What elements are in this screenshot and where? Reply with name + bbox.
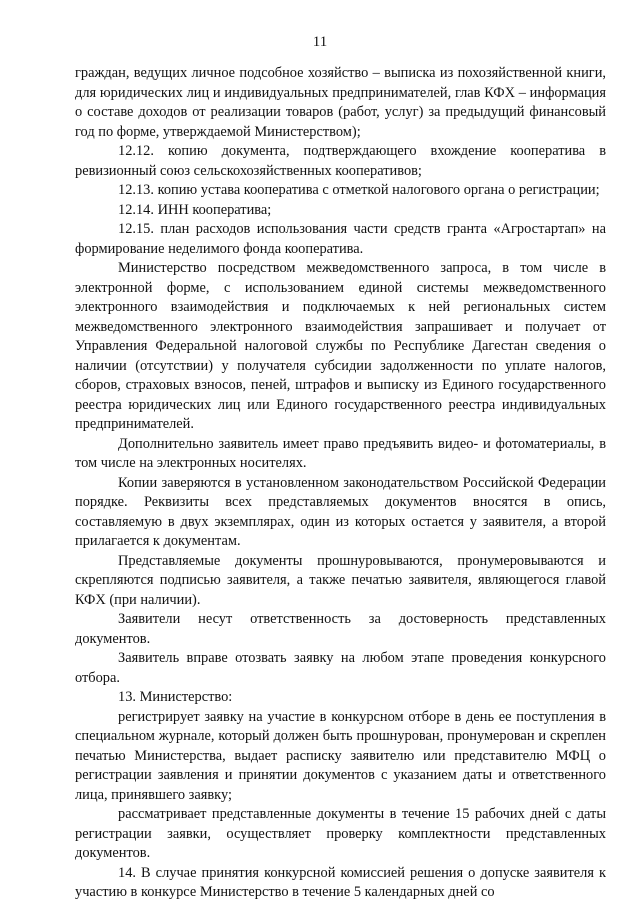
paragraph-13-heading: 13. Министерство: bbox=[118, 689, 233, 705]
page-number: 11 bbox=[312, 34, 328, 50]
paragraph-copies-certified: Копии заверяются в установленном законодательством Российской Федерации порядке. Реквизиты всех представляемых документов вносятся в опись, составляемую в двух экземплярах, один из которых остается у заявителя, а второй прилагается к документам. bbox=[75, 474, 606, 549]
paragraph-applicant-responsibility: Заявители несут ответственность за достоверность представленных документов. bbox=[75, 611, 606, 647]
paragraph-12-15: 12.15. план расходов использования части средств гранта «Агростартап» на формирование неделимого фонда кооператива. bbox=[75, 221, 606, 257]
paragraph-13-reviews: рассматривает представленные документы в течение 15 рабочих дней с даты регистрации заявки, осуществляет проверку комплектности представленных документов. bbox=[75, 806, 606, 861]
document-body bbox=[75, 64, 606, 903]
paragraph-withdraw-application: Заявитель вправе отозвать заявку на любом этапе проведения конкурсного отбора. bbox=[75, 650, 606, 686]
paragraph-13-registers: регистрирует заявку на участие в конкурсном отборе в день ее поступления в специальном журнале, который должен быть прошнурован, пронумерован и скреплен печатью Министерства, выдает расписку заявителю или представителю МФЦ о регистрации заявления и принятии документов с указанием даты и ответственного лица, принявшего заявку; bbox=[75, 708, 606, 803]
paragraph-interagency-request: Министерство посредством межведомственного запроса, в том числе в электронной форме, с использованием единой системы межведомственного электронного взаимодействия и подключаемых к ней региональных систем межведомственного электронного взаимодействия запрашивает и получает от Управления Федеральной налоговой службы по Республике Дагестан сведения о наличии (отсутствии) у получателя субсидии задолженности по уплате налогов, сборов, страховых взносов, пеней, штрафов и выписку из Единого государственного реестра юридических лиц или Единого государственного реестра индивидуальных предпринимателей. bbox=[75, 260, 606, 432]
paragraph-12-14: 12.14. ИНН кооператива; bbox=[118, 201, 272, 218]
paragraph-12-12: 12.12. копию документа, подтверждающего вхождение кооператива в ревизионный союз сельскохозяйственных кооперативов; bbox=[75, 143, 606, 179]
paragraph-documents-bound: Представляемые документы прошнуровываются, пронумеровываются и скрепляются подписью заявителя, а также печатью заявителя, являющегося главой КФХ (при наличии). bbox=[75, 552, 606, 608]
paragraph-applicant-docs-continued: граждан, ведущих личное подсобное хозяйство – выписка из похозяйственной книги, для юридических лиц и индивидуальных предпринимателей, глав КФХ – информация о составе доходов от реализации товаров (работ, услуг) за предыдущий финансовый год по форме, утверждаемой Министерством); bbox=[75, 65, 606, 140]
paragraph-12-13: 12.13. копию устава кооператива с отметкой налогового органа о регистрации; bbox=[118, 182, 600, 198]
paragraph-14: 14. В случае принятия конкурсной комиссией решения о допуске заявителя к участию в конкурсе Министерство в течение 5 календарных дней со bbox=[75, 864, 606, 900]
paragraph-additional-materials: Дополнительно заявитель имеет право предъявить видео- и фотоматериалы, в том числе на электронных носителях. bbox=[75, 435, 606, 471]
